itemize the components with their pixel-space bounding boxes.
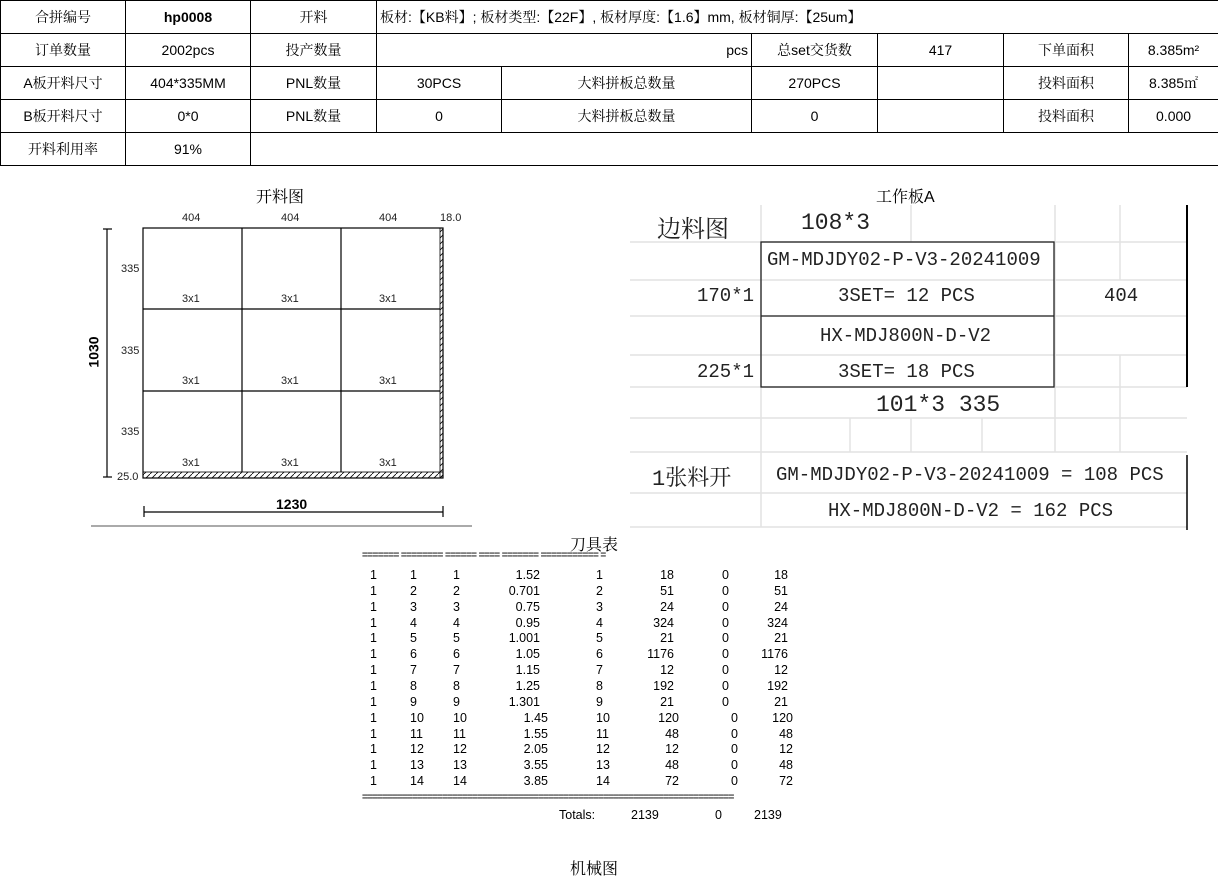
tool-cell: 0.75 [515,599,540,614]
tool-cell: 24 [660,599,674,614]
tool-cell: 24 [774,599,788,614]
tool-cell: 5 [596,631,603,646]
tool-cell: 324 [767,615,788,630]
tool-cell: 21 [660,631,674,646]
tool-cell: 4 [596,615,603,630]
tool-cell: 13 [453,758,467,773]
tool-cell: 1 [370,742,377,757]
b-feed-area: 0.000 [1129,100,1218,133]
part1-qty: 3SET= 12 PCS [838,285,975,307]
tool-cell: 1176 [647,647,674,662]
total-width-label: 1230 [276,496,308,512]
tool-cell: 1176 [761,647,788,662]
tool-cell: 0 [722,694,729,709]
tool-cell: 1.55 [523,726,548,741]
part2-dim: 225*1 [697,361,755,383]
tool-cell: 5 [453,631,460,646]
tool-cell: 1 [596,568,603,582]
label: PNL数量 [251,100,377,133]
tool-cell: 1 [370,647,377,662]
tool-cell: 324 [653,615,674,630]
material-spec: 板材:【KB料】; 板材类型:【22F】, 板材厚度:【1.6】mm, 板材铜厚:【25um】 [377,1,1218,34]
machine-title: 机械图 [570,861,619,878]
order-area: 8.385m² [1129,34,1218,67]
panel-cell-label: 3x1 [182,375,200,387]
tool-cell: 1.25 [515,678,540,693]
totals-value: 0 [715,808,722,822]
edge-label: 边料图 [657,218,729,245]
side-dim: 404 [1104,285,1139,307]
col-width-label: 404 [182,212,201,224]
tool-cell: 0 [722,568,729,582]
part1-name: GM-MDJDY02-P-V3-20241009 [767,249,1041,271]
row-height-label: 335 [121,263,140,275]
tool-cell: 4 [410,615,417,630]
label: 订单数量 [1,34,126,67]
tool-cell: 1 [370,678,377,693]
panel-cell-label: 3x1 [379,375,397,387]
tool-cell: 12 [660,663,674,678]
tool-cell: 1.45 [523,710,548,725]
tool-cell: 6 [410,647,417,662]
tool-cell: 14 [453,774,467,789]
tool-cell: 0 [731,710,738,725]
tool-cell: 0.95 [515,615,540,630]
part2-name: HX-MDJ800N-D-V2 [820,325,992,347]
tool-cell: 10 [596,710,610,725]
label: 大料拼板总数量 [502,100,752,133]
tool-cell: 12 [410,742,424,757]
tool-cell: 1 [370,758,377,773]
tool-cell: 12 [453,742,467,757]
label: 开料利用率 [1,133,126,166]
tool-cell: 6 [596,647,603,662]
tool-cell: 12 [779,742,793,757]
top-dim: 108*3 [801,210,871,236]
tool-cell: 7 [453,663,460,678]
a-pnl-qty: 30PCS [377,67,502,100]
label: B板开料尺寸 [1,100,126,133]
label: 总set交货数 [752,34,878,67]
tool-cell: 21 [774,694,788,709]
tool-cell: 120 [772,710,793,725]
part1-dim: 170*1 [697,285,755,307]
tool-cell: 192 [653,678,674,693]
panel-cell-label: 3x1 [182,293,200,305]
tool-cell: 1 [370,615,377,630]
tool-cell: 48 [779,726,793,741]
panel-cell-label: 3x1 [379,293,397,305]
tool-cell: 3 [596,599,603,614]
tool-cell: 13 [596,758,610,773]
tool-cell: 1 [410,568,417,582]
b-pnl-qty: 0 [377,100,502,133]
tool-cell: 1 [370,583,377,598]
tool-cell: 1 [370,694,377,709]
totals-value: 2139 [631,808,659,822]
tool-cell: 4 [453,615,460,630]
tool-cell: 48 [665,726,679,741]
tool-cell: 1 [370,774,377,789]
col-width-label: 404 [281,212,300,224]
tool-cell: 0 [731,758,738,773]
tool-cell: 12 [665,742,679,757]
tool-cell: 3.55 [523,758,548,773]
panel-cell-label: 3x1 [379,457,397,469]
bottom-dim: 101*3 335 [876,392,1001,418]
tool-cell: 14 [410,774,424,789]
tool-cell: 0 [722,647,729,662]
tool-cell: 8 [596,678,603,693]
tool-cell: 21 [774,631,788,646]
label: 大料拼板总数量 [502,67,752,100]
panel-cell-label: 3x1 [281,457,299,469]
set-qty: 417 [878,34,1004,67]
tool-cell: 192 [767,678,788,693]
tool-cell: 0 [722,615,729,630]
label: 投料面积 [1004,100,1129,133]
label: 投料面积 [1004,67,1129,100]
tool-cell: 10 [453,710,467,725]
tool-cell: 48 [665,758,679,773]
tool-cell: 2 [596,583,603,598]
panel-cell-label: 3x1 [182,457,200,469]
tool-cell: 1 [370,568,377,582]
tool-cell: 21 [660,694,674,709]
tool-cell: 18 [774,568,788,582]
tool-cell: 2 [410,583,417,598]
tool-cell: 9 [596,694,603,709]
tool-cell: 72 [665,774,679,789]
totals-value: 2139 [754,808,782,822]
tool-cell: 0 [731,742,738,757]
tool-cell: 8 [453,678,460,693]
tool-cell: 0 [722,663,729,678]
tool-cell: 72 [779,774,793,789]
tool-cell: 3 [453,599,460,614]
label: A板开料尺寸 [1,67,126,100]
tool-cell: 1.52 [515,568,540,582]
tool-cell: 14 [596,774,610,789]
label: 开料 [251,1,377,34]
tool-cell: 3.85 [523,774,548,789]
panel-cell-label: 3x1 [281,375,299,387]
tool-cell: 2.05 [523,742,548,757]
b-board-size: 0*0 [126,100,251,133]
tool-cell: 48 [779,758,793,773]
utilization-rate: 91% [126,133,251,166]
row-height-label: 335 [121,345,140,357]
panel-cell-label: 3x1 [281,293,299,305]
tool-cell: 1.301 [508,694,540,709]
header-rule: ======= ======== ====== ==== ======= =========== = [362,550,606,561]
tool-cell: 11 [410,726,423,741]
tool-cell: 0 [722,599,729,614]
tool-cell: 8 [410,678,417,693]
tool-cell: 51 [660,583,674,598]
totals-label: Totals: [559,808,596,822]
tool-cell: 11 [453,726,466,741]
tool-cell: 1 [370,710,377,725]
tool-cell: 1.15 [515,663,540,678]
tool-cell: 12 [596,742,610,757]
sheet-label: 1张料开 [652,467,732,492]
tool-cell: 3 [410,599,417,614]
tool-cell: 0.701 [508,583,540,598]
b-total-qty: 0 [752,100,878,133]
tool-cell: 0 [731,726,738,741]
a-board-size: 404*335MM [126,67,251,100]
tool-cell: 1 [453,568,460,582]
tool-cell: 1 [370,663,377,678]
tool-table-title: 刀具表 [570,537,619,554]
tool-cell: 1 [370,599,377,614]
tool-cell: 18 [660,568,674,582]
a-feed-area: 8.385㎡ [1129,67,1218,100]
col-width-label: 404 [379,212,398,224]
total-height-label: 1030 [85,336,102,368]
tool-cell: 120 [658,710,679,725]
label: 投产数量 [251,34,377,67]
tool-cell: 6 [453,647,460,662]
row-height-label: 335 [121,426,140,438]
merge-number: hp0008 [126,1,251,34]
tool-cell: 1.001 [508,631,540,646]
tool-cell: 1 [370,726,377,741]
sheet-line-1: GM-MDJDY02-P-V3-20241009 = 108 PCS [776,464,1164,486]
tool-cell: 12 [774,663,788,678]
tool-cell: 7 [596,663,603,678]
order-qty: 2002pcs [126,34,251,67]
input-qty: pcs [377,34,752,67]
tool-cell: 1 [370,631,377,646]
tool-cell: 2 [453,583,460,598]
tool-cell: 5 [410,631,417,646]
label: 合拼编号 [1,1,126,34]
bottom-margin-label: 25.0 [117,471,139,483]
a-total-qty: 270PCS [752,67,878,100]
tool-cell: 0 [722,631,729,646]
sheet-line-2: HX-MDJ800N-D-V2 = 162 PCS [828,500,1114,522]
tool-cell: 10 [410,710,424,725]
tool-cell: 13 [410,758,424,773]
label: PNL数量 [251,67,377,100]
tool-cell: 1.05 [515,647,540,662]
tool-cell: 0 [731,774,738,789]
tool-cell: 0 [722,678,729,693]
tool-cell: 0 [722,583,729,598]
right-margin-label: 18.0 [440,212,462,224]
cutting-diagram-title: 开料图 [256,189,305,206]
tool-cell: 9 [410,694,417,709]
tool-cell: 51 [774,583,788,598]
work-board-title: 工作板A [876,189,935,206]
tool-cell: 7 [410,663,417,678]
footer-rule: ========================================================================== [362,792,734,803]
part2-qty: 3SET= 18 PCS [838,361,975,383]
tool-cell: 9 [453,694,460,709]
tool-cell: 11 [596,726,609,741]
label: 下单面积 [1004,34,1129,67]
